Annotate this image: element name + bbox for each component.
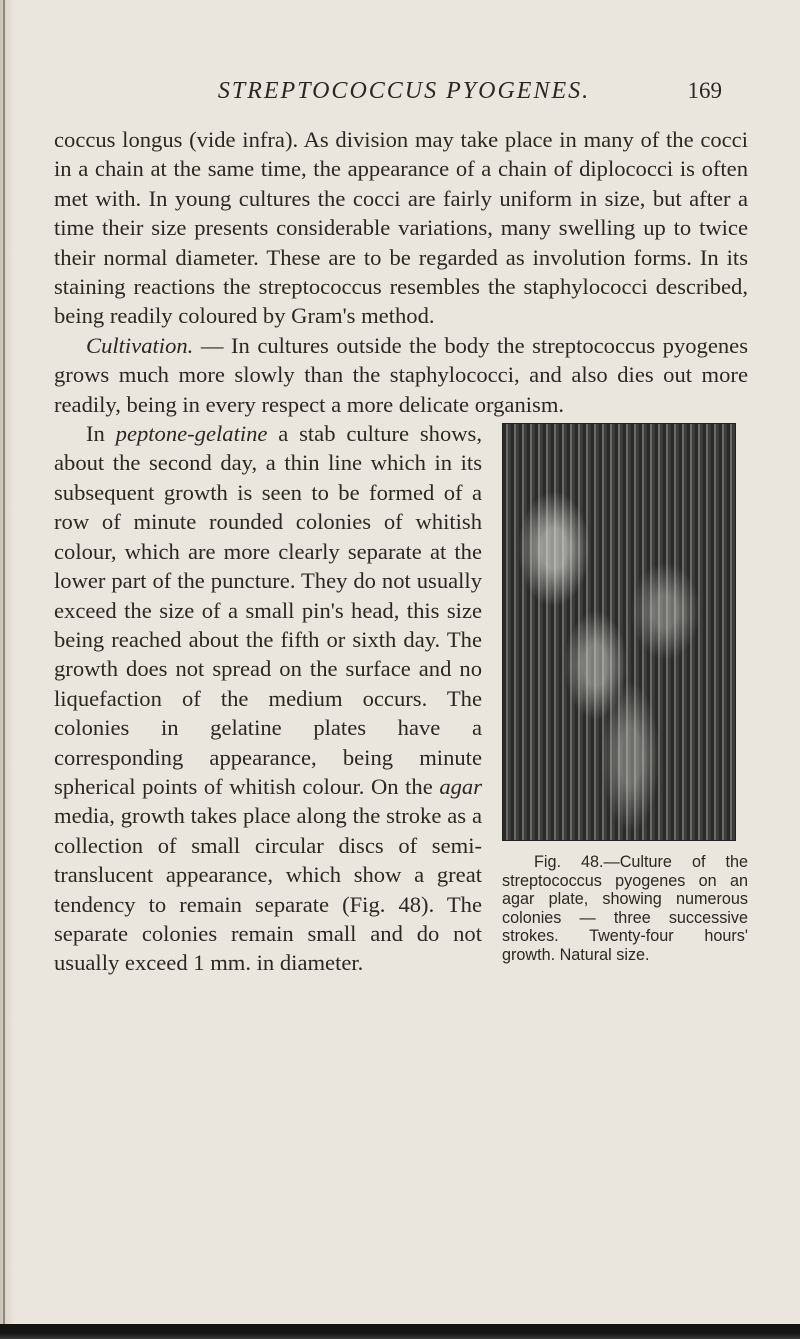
paragraph-peptone-gelatine <box>54 419 748 978</box>
cultivation-text: — In cultures outside the body the streptococcus pyogenes grows much more slowly than the staphylococci, and also dies out more readily, being in every respect a more delicate organism. <box>54 332 748 417</box>
page-bottom-edge <box>0 1324 800 1339</box>
agar-plate-culture-photo <box>502 423 736 841</box>
peptone-text: a stab culture shows, about the second day, a thin line which in its subsequent growth is seen to be formed of a row of minute rounded colonies of whitish colour, which are more clearly separate at the lower part of the puncture. They do not usually exceed the size of a small pin's head, this size being reached about the fifth or sixth day. The growth does not spread on the surface and no liquefaction of the medium occurs. The colonies in gelatine plates have a corresponding appearance, being minute spherical points of whitish colour. On the <box>54 421 482 799</box>
page-body <box>54 125 748 978</box>
paragraph-cultivation <box>54 331 748 419</box>
agar-text: media, growth takes place along the stroke as a collection of small circular discs of semi-translucent appearance, which show a great tendency to remain separate (Fig. 48). The separate colonies remain small and do not usually exceed 1 mm. in diameter. <box>54 803 482 976</box>
agar-term: agar <box>439 773 482 799</box>
spine-shadow-line <box>3 0 5 1339</box>
peptone-intro: In <box>86 421 116 447</box>
page-header <box>54 74 754 110</box>
cultivation-heading: Cultivation. <box>86 332 194 358</box>
figure-caption: Fig. 48.—Culture of the streptococcus pyogenes on an agar plate, showing numerous colonies — three successive strokes. Twenty-four hours' growth. Natural size. <box>502 853 748 965</box>
page-number: 169 <box>687 78 722 103</box>
peptone-gelatine-term: peptone-gelatine <box>115 421 268 447</box>
running-title: STREPTOCOCCUS PYOGENES. <box>217 78 591 104</box>
paragraph-1: coccus longus (vide infra). As division may take place in many of the cocci in a chain at the same time, the appearance of a chain of diplococci is often met with. In young cultures the cocci are fairly uniform in size, but after a time their size presents considerable variations, many swelling up to twice their normal diameter. These are to be regarded as involution forms. In its staining reactions the streptococcus resembles the staphylococci described, being readily coloured by Gram's method. <box>54 127 748 329</box>
figure-48 <box>498 423 748 965</box>
